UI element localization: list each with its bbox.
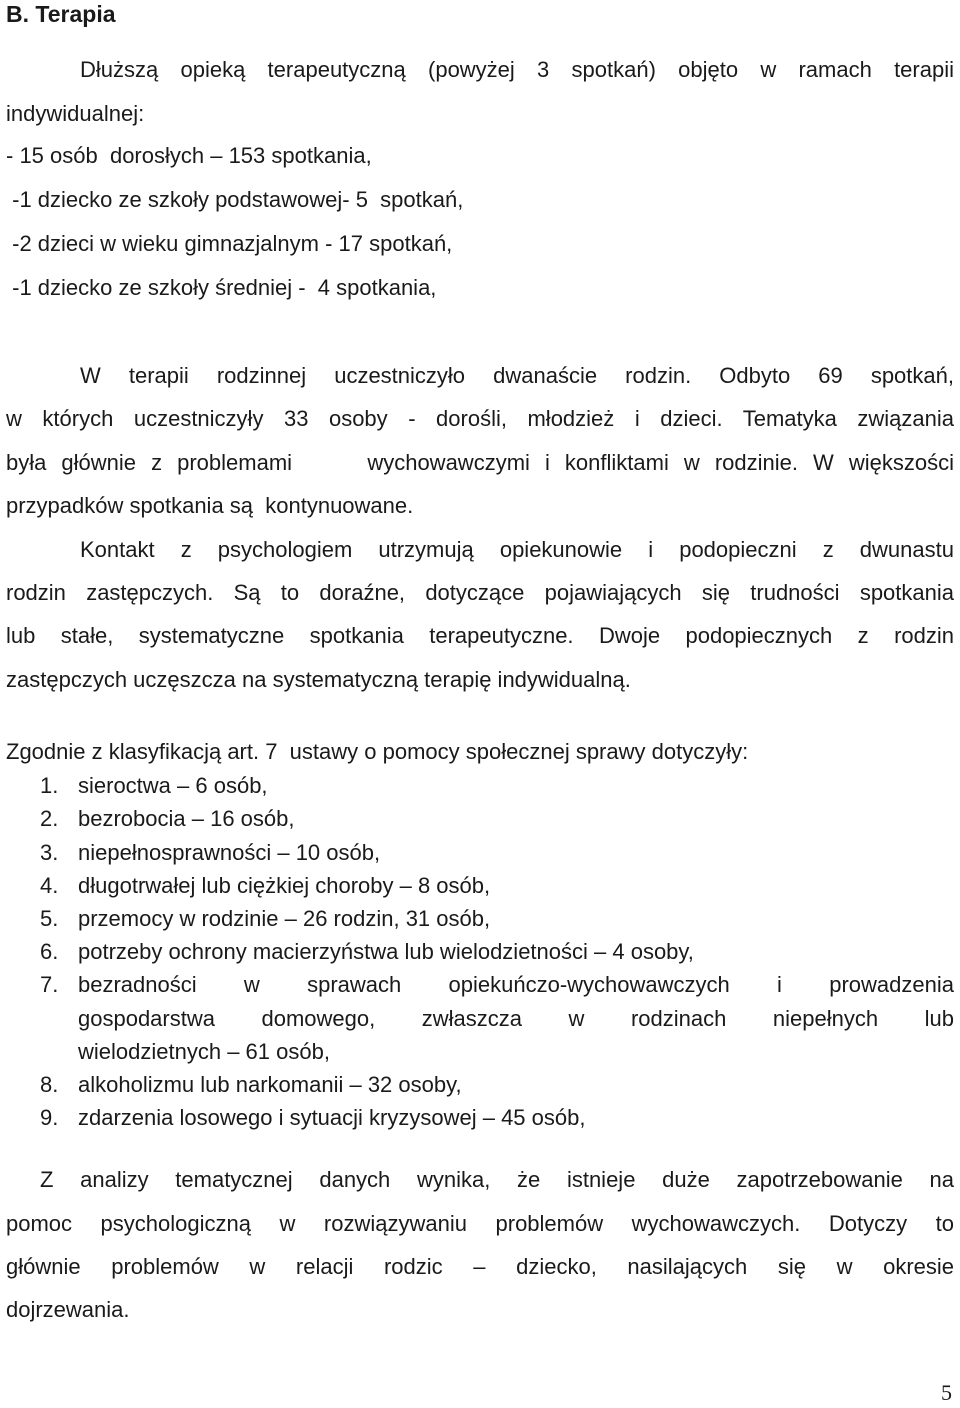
intro-line-2: indywidualnej: [6, 101, 145, 126]
list-item: długotrwałej lub ciężkiej choroby – 8 osób, [78, 873, 491, 898]
list-number: 5. [40, 906, 59, 931]
contact-line: rodzin zastępczych. Są to doraźne, dotyczące pojawiających się trudności spotkania [6, 580, 954, 605]
intro-line-1: Dłuższą opieką terapeutyczną (powyżej 3 spotkań) objęto w ramach terapii [80, 57, 954, 82]
family-line: w których uczestniczyły 33 osoby - dorośli, młodzież i dzieci. Tematyka związania [6, 406, 954, 431]
section-title: B. Terapia [6, 1, 116, 27]
list-number: 2. [40, 806, 59, 831]
list-number: 8. [40, 1072, 59, 1097]
list-item-continuation: wielodzietnych – 61 osób, [78, 1039, 330, 1064]
list-number: 1. [40, 773, 59, 798]
list-number: 4. [40, 873, 59, 898]
conclusion-line: pomoc psychologiczną w rozwiązywaniu problemów wychowawczych. Dotyczy to [6, 1211, 954, 1236]
list-item: bezrobocia – 16 osób, [78, 806, 295, 831]
conclusion-line: głównie problemów w relacji rodzic – dziecko, nasilających się w okresie [6, 1254, 954, 1279]
intro-item: -1 dziecko ze szkoły podstawowej- 5 spotkań, [6, 187, 464, 212]
conclusion-line: Z analizy tematycznej danych wynika, że istnieje duże zapotrzebowanie na [40, 1167, 954, 1192]
list-item: niepełnosprawności – 10 osób, [78, 840, 381, 865]
page-number: 5 [941, 1380, 952, 1405]
intro-item: -1 dziecko ze szkoły średniej - 4 spotkania, [6, 275, 437, 300]
intro-item: - 15 osób dorosłych – 153 spotkania, [6, 143, 372, 168]
list-item: alkoholizmu lub narkomanii – 32 osoby, [78, 1072, 462, 1097]
list-item: zdarzenia losowego i sytuacji kryzysowej – 45 osób, [78, 1105, 586, 1130]
list-number: 3. [40, 840, 59, 865]
classification-intro: Zgodnie z klasyfikacją art. 7 ustawy o pomocy społecznej sprawy dotyczyły: [6, 739, 749, 764]
list-number: 6. [40, 939, 59, 964]
list-item: potrzeby ochrony macierzyństwa lub wielodzietności – 4 osoby, [78, 939, 694, 964]
list-item: bezradności w sprawach opiekuńczo-wychowawczych i prowadzenia [78, 972, 954, 997]
list-number: 9. [40, 1105, 59, 1130]
family-line: W terapii rodzinnej uczestniczyło dwanaście rodzin. Odbyto 69 spotkań, [80, 363, 954, 388]
family-line: przypadków spotkania są kontynuowane. [6, 493, 414, 518]
family-line: była głównie z problemami wychowawczymi i konfliktami w rodzinie. W większości [6, 450, 954, 475]
list-number: 7. [40, 972, 59, 997]
list-item: przemocy w rodzinie – 26 rodzin, 31 osób, [78, 906, 491, 931]
contact-line: Kontakt z psychologiem utrzymują opiekunowie i podopieczni z dwunastu [80, 537, 954, 562]
list-item-continuation: gospodarstwa domowego, zwłaszcza w rodzinach niepełnych lub [78, 1006, 954, 1031]
conclusion-line: dojrzewania. [6, 1297, 130, 1322]
list-item: sieroctwa – 6 osób, [78, 773, 268, 798]
intro-item: -2 dzieci w wieku gimnazjalnym - 17 spotkań, [6, 231, 453, 256]
contact-line: zastępczych uczęszcza na systematyczną terapię indywidualną. [6, 667, 631, 692]
contact-line: lub stałe, systematyczne spotkania terapeutyczne. Dwoje podopiecznych z rodzin [6, 623, 954, 648]
